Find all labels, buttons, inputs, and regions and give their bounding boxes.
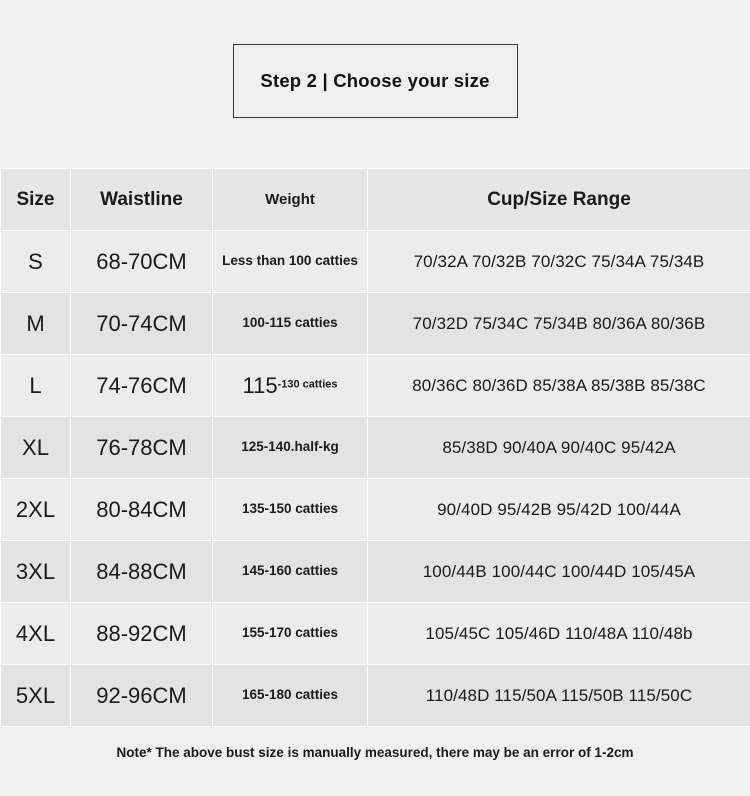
cell-cup-range: 100/44B 100/44C 100/44D 105/45A [368,541,750,603]
cell-cup-range: 90/40D 95/42B 95/42D 100/44A [368,479,750,541]
cell-weight: Less than 100 catties [213,231,368,293]
cell-weight: 125-140.half-kg [213,417,368,479]
weight-value-minor: 130 catties [281,378,338,391]
table-row [1,293,750,355]
cell-waistline: 76-78CM [71,417,213,479]
cell-weight: 145-160 catties [213,541,368,603]
table-row [1,479,750,541]
table-row [1,417,750,479]
cell-size: 4XL [1,603,71,665]
header-weight: Weight [213,169,368,231]
cell-waistline: 92-96CM [71,665,213,727]
weight-value-major: 115 [242,372,278,398]
table-header-row [1,169,750,231]
cell-waistline: 88-92CM [71,603,213,665]
cell-waistline: 80-84CM [71,479,213,541]
cell-size: M [1,293,71,355]
cell-waistline: 68-70CM [71,231,213,293]
cell-size: 3XL [1,541,71,603]
measurement-note: Note* The above bust size is manually measured, there may be an error of 1-2cm [116,745,634,760]
cell-weight: 165-180 catties [213,665,368,727]
header-cup-size-range: Cup/Size Range [368,169,750,231]
table-header [1,169,750,231]
weight-value-dash: - [277,378,282,391]
table-row [1,231,750,293]
step-banner: Step 2 | Choose your size [233,44,518,118]
step-banner-container [0,0,750,118]
cell-cup-range: 85/38D 90/40A 90/40C 95/42A [368,417,750,479]
cell-waistline: 70-74CM [71,293,213,355]
cell-size: 2XL [1,479,71,541]
cell-cup-range: 110/48D 115/50A 115/50B 115/50C [368,665,750,727]
cell-size: XL [1,417,71,479]
cell-size: L [1,355,71,417]
table-row [1,541,750,603]
cell-weight [213,355,368,417]
cell-cup-range: 105/45C 105/46D 110/48A 110/48b [368,603,750,665]
header-size: Size [1,169,71,231]
cell-waistline: 74-76CM [71,355,213,417]
table-row [1,603,750,665]
cell-waistline: 84-88CM [71,541,213,603]
table-row [1,355,750,417]
cell-weight: 100-115 catties [213,293,368,355]
cell-size: 5XL [1,665,71,727]
cell-weight: 155-170 catties [213,603,368,665]
cell-weight: 135-150 catties [213,479,368,541]
cell-cup-range: 70/32D 75/34C 75/34B 80/36A 80/36B [368,293,750,355]
table-body [1,231,750,727]
cell-size: S [1,231,71,293]
size-chart-table [0,168,750,727]
table-row [1,665,750,727]
cell-cup-range: 70/32A 70/32B 70/32C 75/34A 75/34B [368,231,750,293]
header-waistline: Waistline [71,169,213,231]
cell-cup-range: 80/36C 80/36D 85/38A 85/38B 85/38C [368,355,750,417]
